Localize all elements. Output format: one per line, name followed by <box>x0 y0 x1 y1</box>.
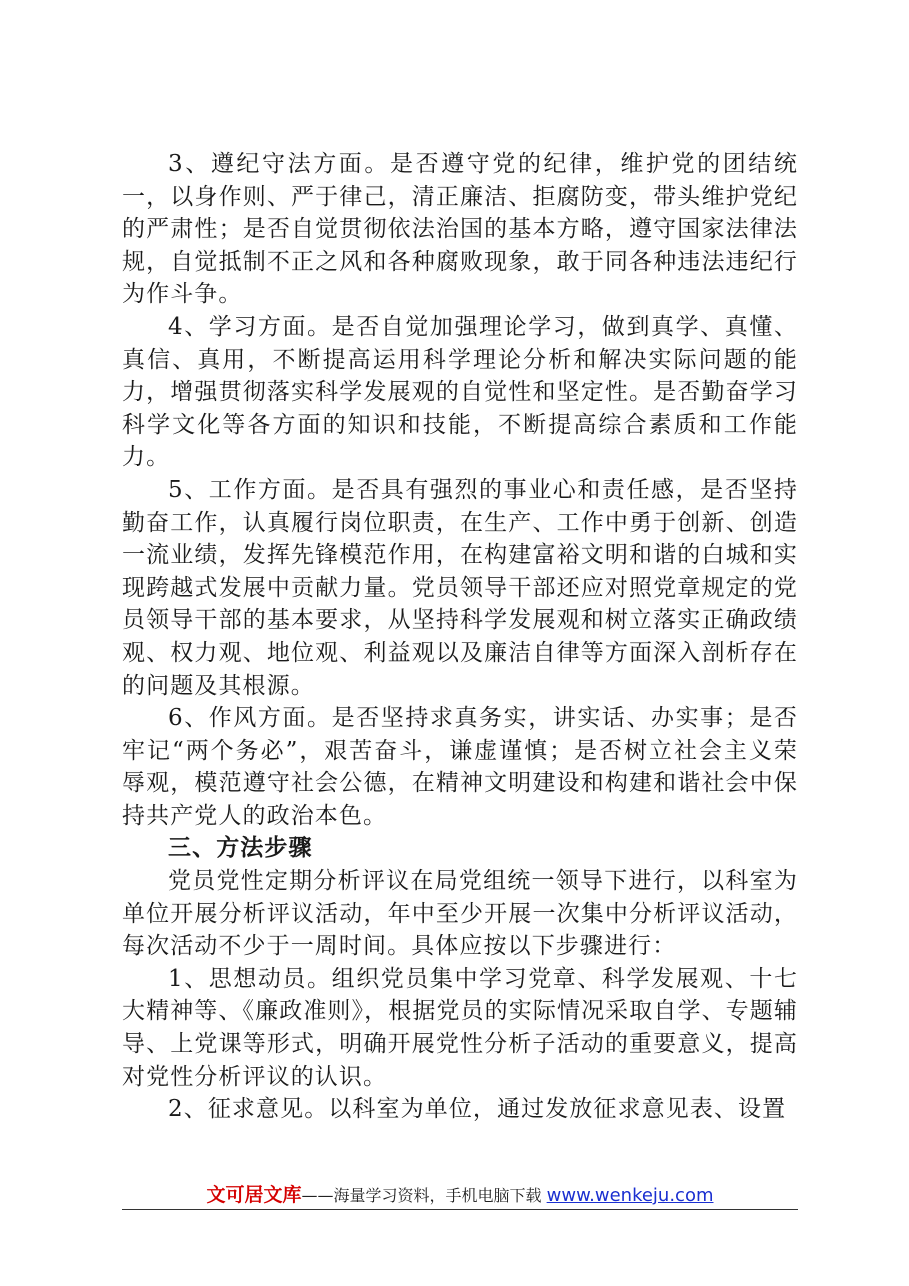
document-body <box>122 148 798 1126</box>
paragraph-step-mobilization: 1、思想动员。组织党员集中学习党章、科学发展观、十七大精神等、《廉政准则》，根据党员的实际情况采取自学、专题辅导、上党课等形式，明确开展党性分析子活动的重要意义，提高对党性分析评议的认识。 <box>122 965 798 1090</box>
paragraph-study: 4、学习方面。是否自觉加强理论学习，做到真学、真懂、真信、真用，不断提高运用科学理论分析和解决实际问题的能力，增强贯彻落实科学发展观的自觉性和坚定性。是否勤奋学习科学文化等各方面的知识和技能，不断提高综合素质和工作能力。 <box>122 313 798 471</box>
paragraph-discipline: 3、遵纪守法方面。是否遵守党的纪律，维护党的团结统一，以身作则、严于律己，清正廉洁、拒腐防变，带头维护党纪的严肃性；是否自觉贯彻依法治国的基本方略，遵守国家法律法规，自觉抵制不正之风和各种腐败现象，敢于同各种违法违纪行为作斗争。 <box>122 151 798 308</box>
footer-slogan: ——海量学习资料，手机电脑下载 <box>301 1186 542 1205</box>
paragraph-step-feedback: 2、征求意见。以科室为单位，通过发放征求意见表、设置 <box>168 1096 787 1123</box>
footer-website-link[interactable]: www.wenkeju.com <box>546 1185 714 1206</box>
footer-brand-logo: 文可居文库 <box>206 1184 302 1206</box>
paragraph-methods-intro: 党员党性定期分析评议在局党组统一领导下进行，以科室为单位开展分析评议活动，年中至少开展一次集中分析评议活动，每次活动不少于一周时间。具体应按以下步骤进行： <box>122 868 798 960</box>
paragraph-work: 5、工作方面。是否具有强烈的事业心和责任感，是否坚持勤奋工作，认真履行岗位职责，在生产、工作中勇于创新、创造一流业绩，发挥先锋模范作用，在构建富裕文明和谐的白城和实现跨越式发展中贡献力量。党员领导干部还应对照党章规定的党员领导干部的基本要求，从坚持科学发展观和树立落实正确政绩观、权力观、地位观、利益观以及廉洁自律等方面深入剖析存在的问题及其根源。 <box>122 476 798 699</box>
paragraph-style: 6、作风方面。是否坚持求真务实，讲实话、办实事；是否牢记“两个务必”，艰苦奋斗，谦虚谨慎；是否树立社会主义荣辱观，模范遵守社会公德，在精神文明建设和构建和谐社会中保持共产党人的政治本色。 <box>122 705 798 829</box>
section-heading-methods: 三、方法步骤 <box>168 835 313 862</box>
footer-divider <box>122 1209 798 1210</box>
